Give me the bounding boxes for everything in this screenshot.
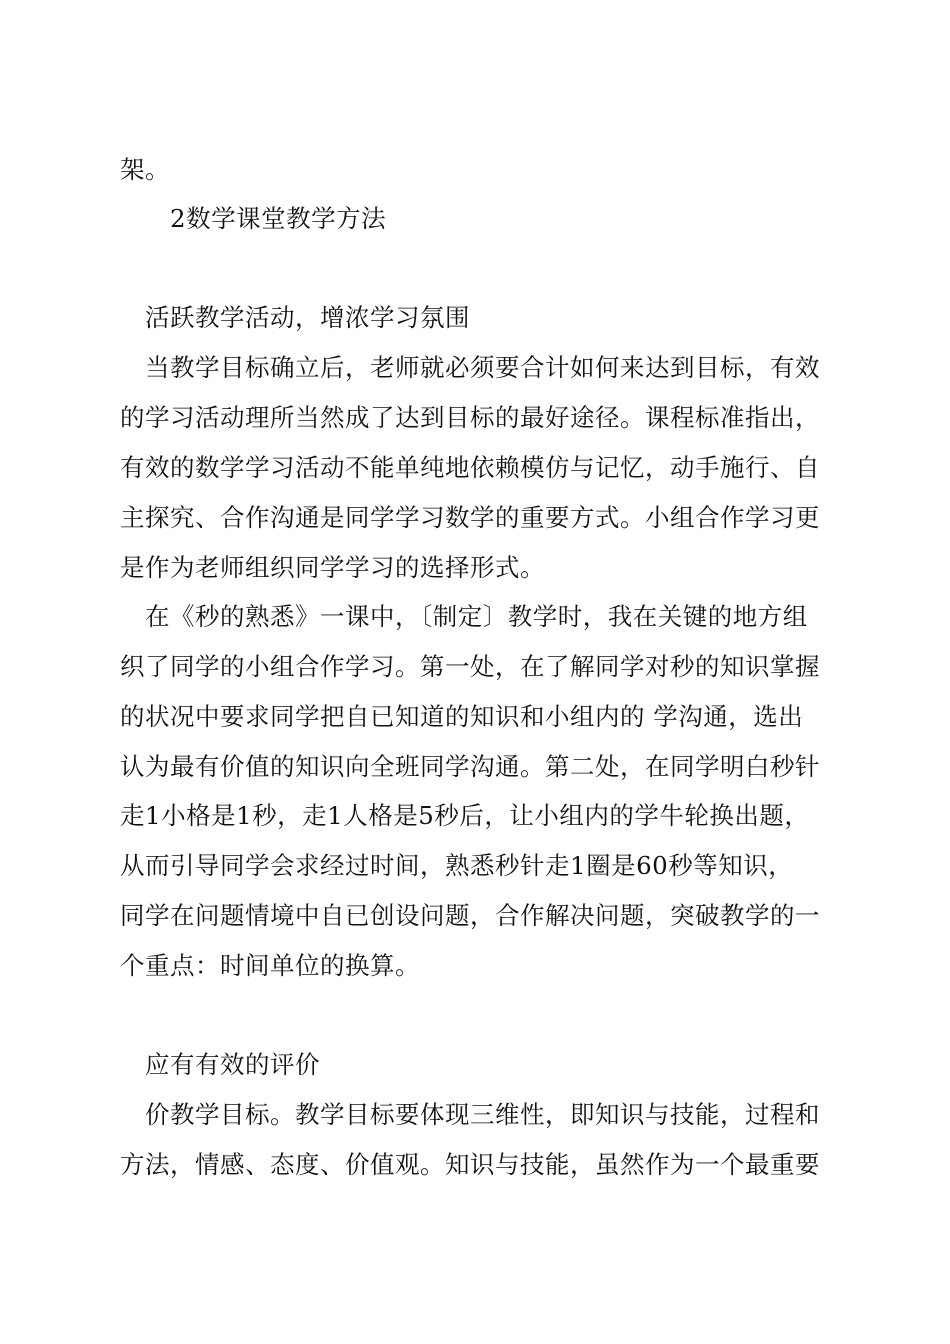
section-heading: 2数学课堂教学方法 [170, 204, 387, 233]
text-line: 架。 [120, 155, 170, 184]
text-line: 的状况中要求同学把自已知道的知识和小组内的 学沟通，选出 [120, 702, 804, 731]
subsection-heading: 活跃教学活动，增浓学习氛围 [145, 303, 470, 332]
text-line: 有效的数学学习活动不能单纯地依赖模仿与记忆，动手施行、自 [120, 453, 820, 482]
text-line: 织了同学的小组合作学习。第一处，在了解同学对秒的知识掌握 [120, 652, 820, 681]
text-line: 个重点：时间单位的换算。 [120, 951, 420, 980]
text-line: 是作为老师组织同学学习的选择形式。 [120, 553, 545, 582]
subsection-heading: 应有有效的评价 [145, 1050, 320, 1079]
text-line: 走1小格是1秒，走1人格是5秒后，让小组内的学牛轮换出题， [120, 801, 810, 830]
text-line: 在《秒的熟悉》一课中，〔制定〕教学时，我在关键的地方组 [145, 602, 808, 631]
text-line: 同学在问题情境中自已创设问题，合作解决问题，突破教学的一 [120, 901, 820, 930]
text-line: 主探究、合作沟通是同学学习数学的重要方式。小组合作学习更 [120, 503, 820, 532]
text-line: 价教学目标。教学目标要体现三维性，即知识与技能，过程和 [145, 1100, 820, 1129]
text-line: 当教学目标确立后，老师就必须要合计如何来达到目标，有效 [145, 353, 820, 382]
text-line: 认为最有价值的知识向全班同学沟通。第二处，在同学明白秒针 [120, 752, 820, 781]
text-line: 从而引导同学会求经过时间，熟悉秒针走1圈是60秒等知识， [120, 851, 794, 880]
text-line: 方法，情感、态度、价值观。知识与技能，虽然作为一个最重要 [120, 1150, 820, 1179]
text-line: 的学习活动理所当然成了达到目标的最好途径。课程标准指出， [120, 403, 820, 432]
